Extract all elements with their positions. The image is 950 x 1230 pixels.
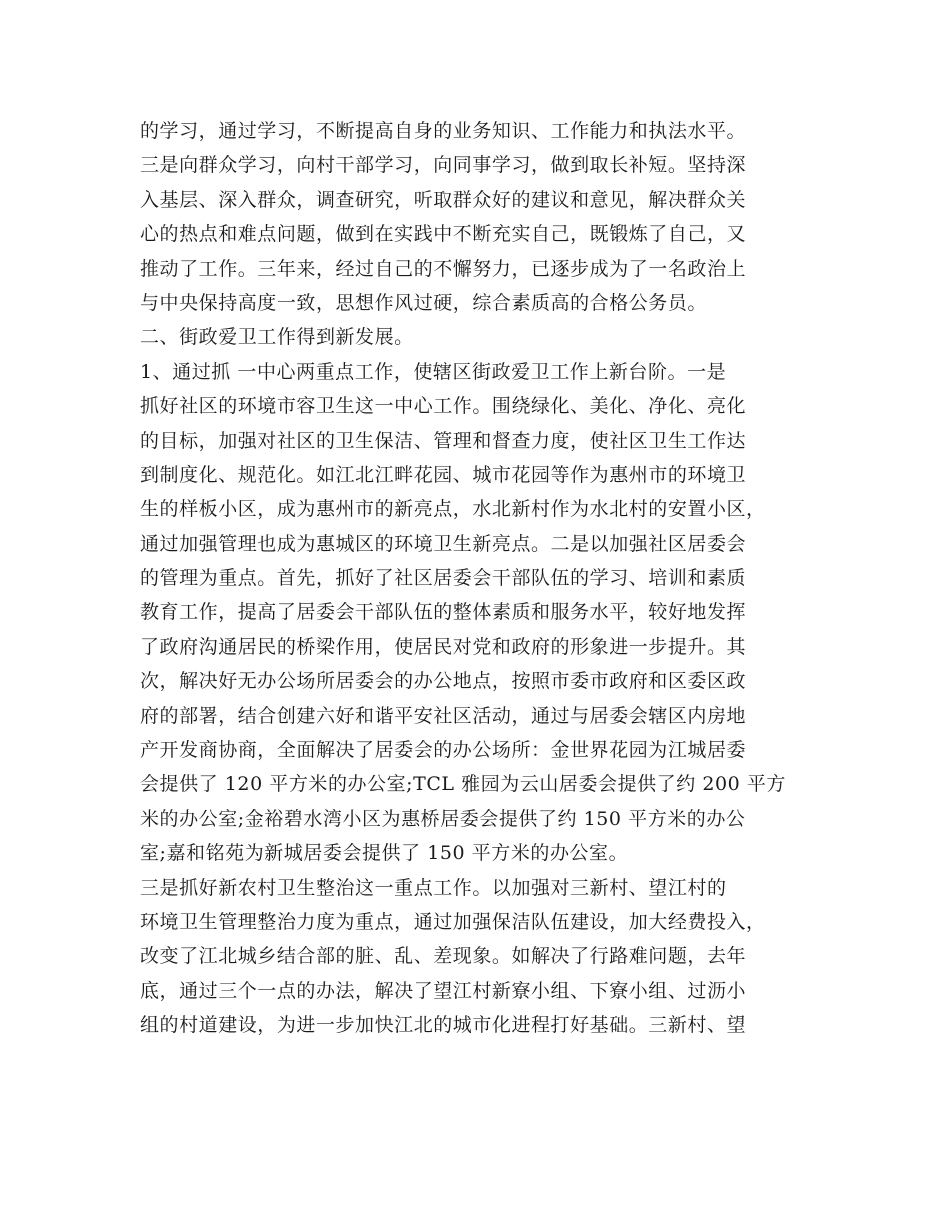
text-line: 的目标，加强对社区的卫生保洁、管理和督查力度，使社区卫生工作达	[140, 429, 747, 452]
text-line: 的管理为重点。首先，抓好了社区居委会干部队伍的学习、培训和素质	[140, 567, 747, 590]
text-line: 到制度化、规范化。如江北江畔花园、城市花园等作为惠州市的环境卫	[140, 463, 747, 486]
text-line: 通过加强管理也成为惠城区的环境卫生新亮点。二是以加强社区居委会	[140, 532, 747, 555]
text-line: 产开发商协商，全面解决了居委会的办公场所：金世界花园为江城居委	[140, 739, 747, 762]
text-line: 教育工作，提高了居委会干部队伍的整体素质和服务水平，较好地发挥	[140, 601, 747, 624]
section-heading: 二、街政爱卫工作得到新发展。	[140, 326, 414, 349]
text-line: 会提供了 120 平方米的办公室;TCL 雅园为云山居委会提供了约 200 平方	[140, 773, 786, 796]
text-line: 1、通过抓 一中心两重点工作，使辖区街政爱卫工作上新台阶。一是	[140, 360, 727, 383]
text-line: 抓好社区的环境市容卫生这一中心工作。围绕绿化、美化、净化、亮化	[140, 395, 747, 418]
text-line: 生的样板小区，成为惠州市的新亮点，水北新村作为水北村的安置小区，	[140, 498, 766, 521]
text-line: 推动了工作。三年来，经过自己的不懈努力，已逐步成为了一名政治上	[140, 257, 747, 280]
text-line: 的学习，通过学习，不断提高自身的业务知识、工作能力和执法水平。	[140, 120, 747, 142]
text-line: 三是抓好新农村卫生整治这一重点工作。以加强对三新村、望江村的	[140, 876, 727, 899]
text-line: 米的办公室;金裕碧水湾小区为惠桥居委会提供了约 150 平方米的办公	[140, 807, 746, 830]
text-line: 环境卫生管理整治力度为重点，通过加强保洁队伍建设，加大经费投入，	[140, 910, 766, 933]
text-line: 三是向群众学习，向村干部学习，向同事学习，做到取长补短。坚持深	[140, 154, 747, 177]
text-line: 次，解决好无办公场所居委会的办公地点，按照市委市政府和区委区政	[140, 670, 747, 693]
text-line: 心的热点和难点问题，做到在实践中不断充实自己，既锻炼了自己，又	[140, 223, 747, 246]
text-line: 了政府沟通居民的桥梁作用，使居民对党和政府的形象进一步提升。其	[140, 635, 747, 658]
text-line: 室;嘉和铭苑为新城居委会提供了 150 平方米的办公室。	[140, 842, 629, 865]
text-line: 组的村道建设，为进一步加快江北的城市化进程打好基础。三新村、望	[140, 1014, 747, 1037]
text-line: 府的部署，结合创建六好和谐平安社区活动，通过与居委会辖区内房地	[140, 704, 747, 727]
text-line: 与中央保持高度一致，思想作风过硬，综合素质高的合格公务员。	[140, 291, 707, 314]
body-text	[140, 114, 830, 1043]
text-line: 入基层、深入群众，调查研究，听取群众好的建议和意见，解决群众关	[140, 188, 747, 211]
text-line: 改变了江北城乡结合部的脏、乱、差现象。如解决了行路难问题，去年	[140, 945, 747, 968]
text-line: 底，通过三个一点的办法，解决了望江村新寮小组、下寮小组、过沥小	[140, 979, 747, 1002]
